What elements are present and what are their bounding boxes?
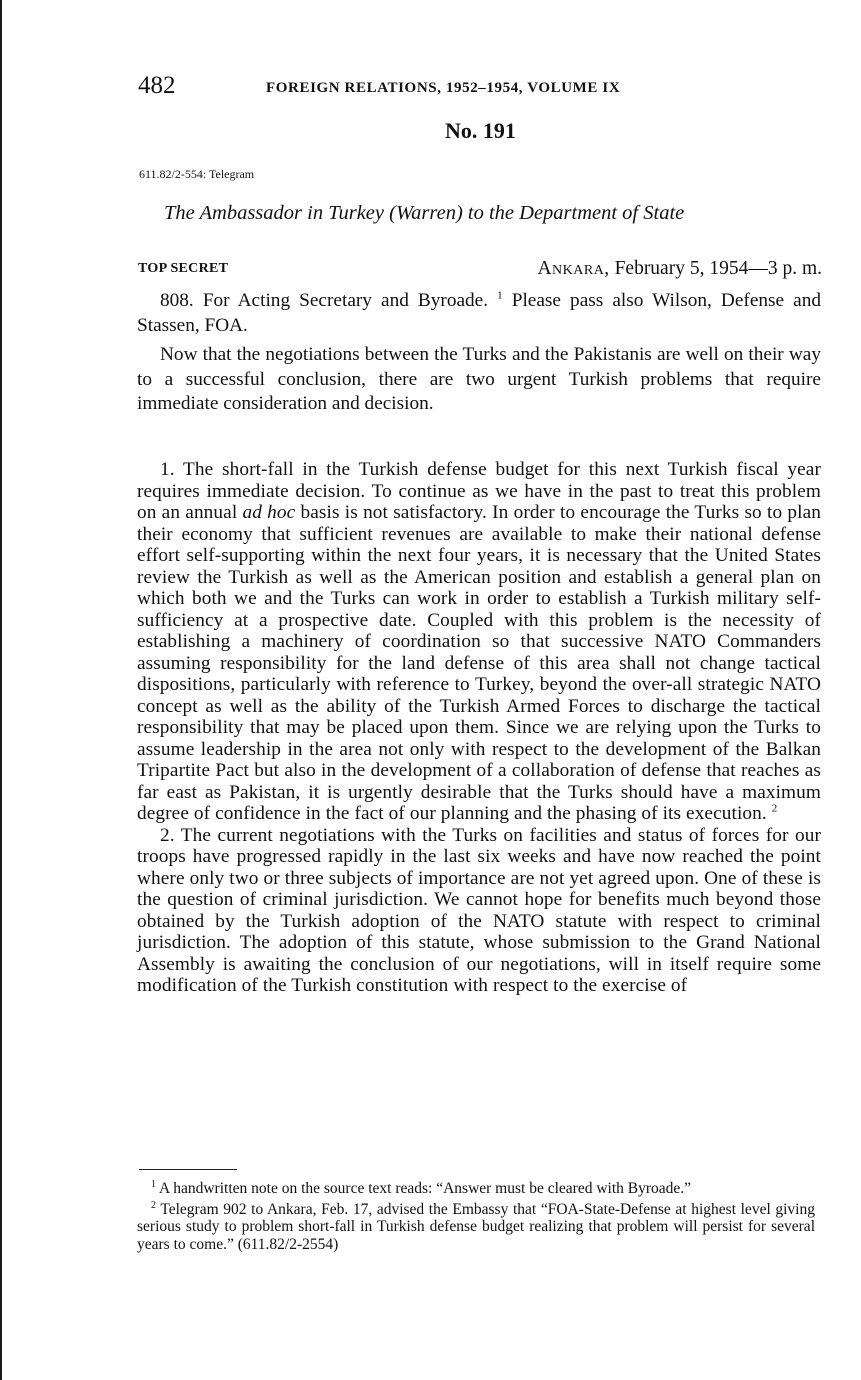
- paragraph-point-1: [137, 459, 821, 825]
- dateline-place: Ankara,: [537, 258, 610, 279]
- document-number: No. 191: [445, 118, 516, 143]
- page-number: 482: [138, 72, 176, 99]
- footnote-2-marker: 2: [151, 1199, 156, 1211]
- footnote-2-text: Telegram 902 to Ankara, Feb. 17, advised the Embassy that “FOA-State-Defense at highest level giving serious study to problem short-fall in Turkish defense budget realizing that problem will persist for several years to come.” (611.82/2-2554): [137, 1200, 815, 1253]
- point-1-text-end: basis is not satisfactory. In order to encourage the Turks so to plan their economy that sufficient revenues are available to make their national defense effort self-supporting within the next four years, it is necessary that the United States review the Turkish as well as the American position and establish a general plan on which both we and the Turks can work in order to establish a Turkish military self-sufficiency at a prospective date. Coupled with this problem is the necessity of establishing a machinery of coordination so that successive NATO Commanders assuming responsibility for the land defense of this area shall not change tactical dispositions, particularly with reference to Turkey, beyond the over-all strategic NATO concept as well as the ability of the Turkish Armed Forces to discharge the tactical responsibility that may be placed upon them. Since we are relying upon the Turks to assume leadership in the area not only with respect to the development of the Balkan Tripartite Pact but also in the development of a collaboration of defense that reaches as far east as Pakistan, it is urgently desirable that the Turks should have a maximum degree of confidence in the fact of our planning and the phasing of its execution.: [137, 502, 821, 824]
- footnote-1-text: A handwritten note on the source text reads: “Answer must be cleared with Byroade.”: [156, 1180, 692, 1197]
- paragraph-808-text: 808. For Acting Secretary and Byroade.: [160, 290, 489, 311]
- footnote-ref-2: 2: [771, 802, 778, 815]
- footnote-ref-1: 1: [497, 289, 503, 302]
- paragraph-intro: [137, 343, 821, 417]
- running-head: [138, 72, 818, 102]
- point-1-italic: ad hoc: [242, 502, 296, 523]
- dateline-date: February 5, 1954—3 p. m.: [614, 258, 822, 279]
- document-heading: The Ambassador in Turkey (Warren) to the Department of State: [164, 202, 685, 224]
- classification-row: [138, 258, 822, 284]
- paragraph-intro-text: Now that the negotiations between the Turks and the Pakistanis are well on their way to a successful conclusion, there are two urgent Turkish problems that require immediate consideration and decision.: [137, 344, 821, 414]
- paragraph-point-2: 2. The current negotiations with the Turks on facilities and status of forces for our troops have progressed rapidly in the last six weeks and have now reached the point where only two or three subjects of importance are not yet agreed upon. One of these is the question of criminal jurisdiction. We cannot hope for benefits much beyond those obtained by the Turkish adoption of the NATO statute with respect to criminal jurisdiction. The adoption of this statute, whose submission to the Grand National Assembly is awaiting the conclusion of our negotiations, will in itself require some modification of the Turkish constitution with respect to the exercise of: [137, 824, 821, 996]
- file-reference: 611.82/2-554: Telegram: [139, 167, 255, 181]
- dateline: [537, 258, 822, 280]
- paragraph-808-tail: Please pass also Wilson, Defense and Stassen, FOA.: [137, 290, 821, 336]
- footnote-1-marker: 1: [151, 1178, 156, 1190]
- point-1-text-start: 1. The short-fall in the Turkish defense budget for this next Turkish fiscal year requires immediate decision. To continue as we have in the past to treat this problem on an annual: [137, 459, 821, 523]
- footnote-2: [137, 1201, 815, 1254]
- footnotes: [137, 1180, 815, 1256]
- classification-label: TOP SECRET: [138, 261, 229, 276]
- paragraph-808: [137, 288, 821, 338]
- running-title: FOREIGN RELATIONS, 1952–1954, VOLUME IX: [266, 80, 621, 96]
- footnote-divider: [139, 1169, 237, 1170]
- numbered-paragraphs: [137, 459, 821, 997]
- footnote-1: [137, 1180, 815, 1198]
